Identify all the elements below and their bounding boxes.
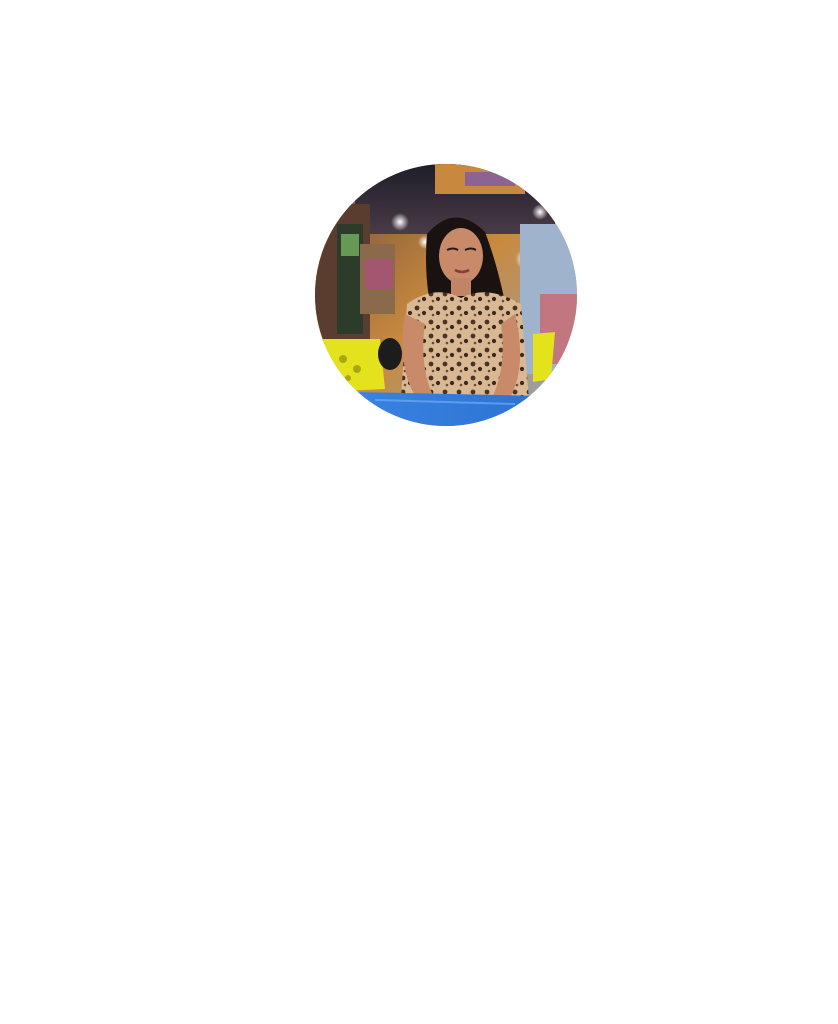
avatar-photo bbox=[315, 164, 577, 426]
profile-avatar[interactable] bbox=[315, 164, 577, 426]
